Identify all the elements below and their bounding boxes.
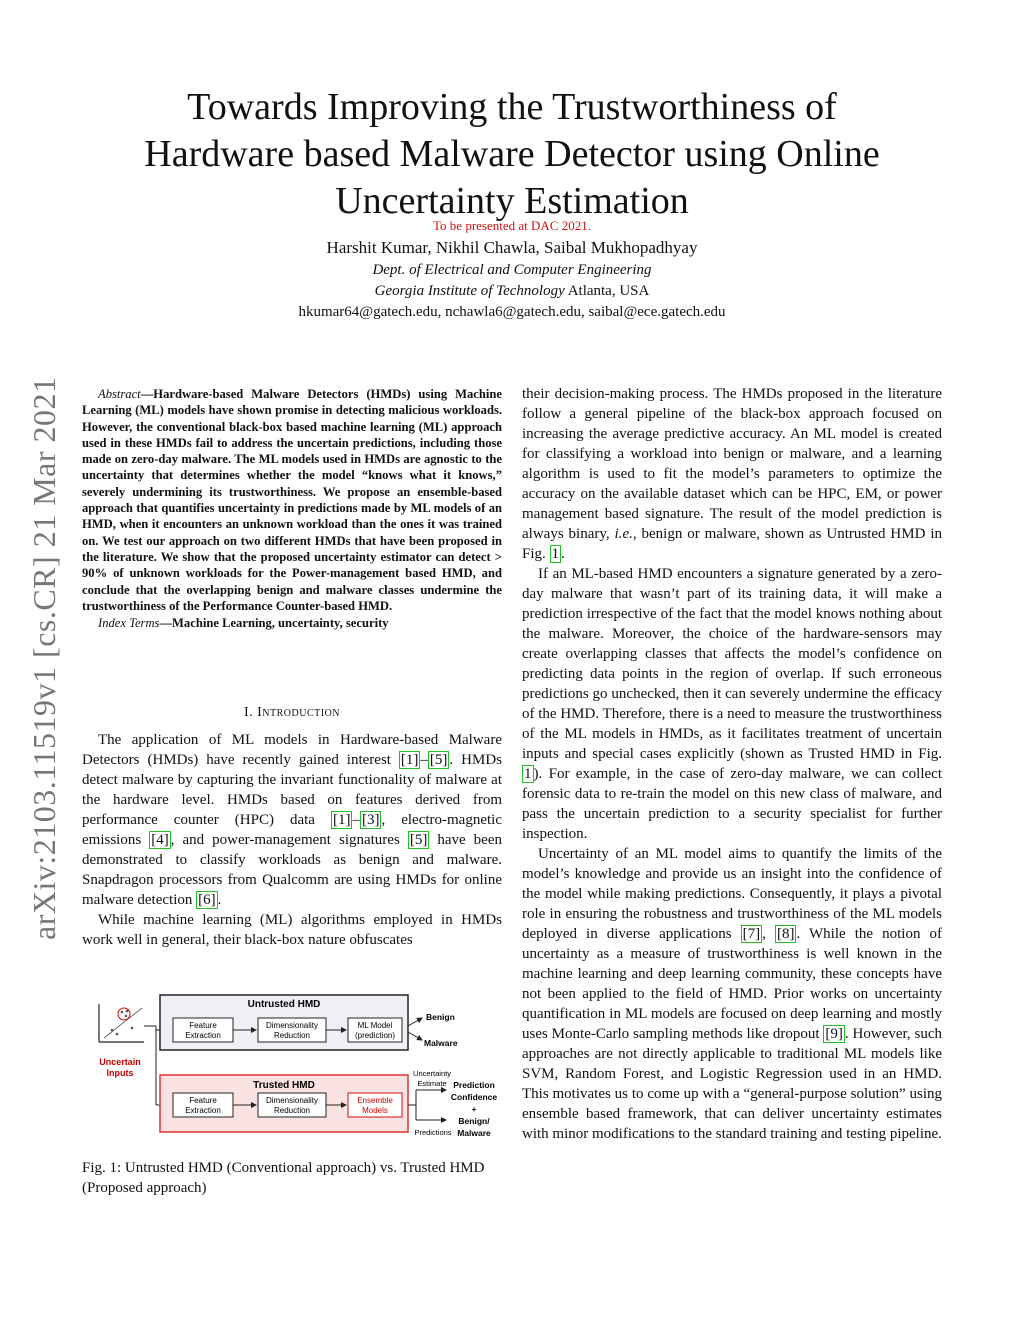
ml-model-label-top: ML Model <box>357 1021 393 1030</box>
abstract-text: —Hardware-based Malware Detectors (HMDs) using Machine Learning (ML) models have shown promise in detecting malicious workloads. However, the conventional black-box based machine learning (ML) approach used in these HMDs fail to address the uncertain predictions, including those made on zero-day malware. The ML models used in HMDs are agnostic to the uncertainty that determines whether the model “knows what it knows,” severely undermining its trustworthiness. We propose an ensemble-based approach that quantifies uncertainty in predictions made by ML models of an HMD, when it encounters an unknown workload than the ones it was trained on. We test our approach on two different HMDs that have been proposed in the literature. We show that the proposed uncertainty estimator can detect > 90% of unknown workloads for the Power-management based HMD, and conclude that the overlapping benign and malware classes undermine the trustworthiness of the Performance Counter-based HMD. <box>82 387 502 613</box>
benign-label: Benign <box>426 1012 455 1022</box>
text-run: – <box>420 752 428 768</box>
section-title: Introduction <box>257 705 341 720</box>
citation-link[interactable]: [5] <box>409 832 428 848</box>
index-terms-label: Index Terms <box>98 616 160 631</box>
text-run: The application of ML models in Hardware-based Malware Detectors (HMDs) have recently gained interest <box>82 732 502 768</box>
feature-extraction-label-bottom: Extraction <box>185 1031 221 1040</box>
abstract <box>82 386 502 631</box>
institution <box>0 283 1024 300</box>
text-run: Uncertainty of an ML model aims to quantify the limits of the model’s knowledge and provide us an insight into the confidence of the model while making predictions. Consequently, it plays a pivotal role in ensuring the robustness and trustworthiness of the ML models deployed in diverse applications <box>522 846 942 942</box>
citation-link[interactable]: [1] <box>400 752 419 768</box>
uncertain-inputs-label-line-2: Inputs <box>106 1068 134 1078</box>
ensemble-label-bottom: Models <box>362 1106 388 1115</box>
untrusted-hmd-title: Untrusted HMD <box>247 999 321 1010</box>
malware-label: Malware <box>424 1038 458 1048</box>
intro-left <box>82 730 502 950</box>
authors: Harshit Kumar, Nikhil Chawla, Saibal Mukhopadhyay <box>326 238 698 257</box>
citation-link[interactable]: [6] <box>198 892 216 908</box>
intro-paragraph-2: While machine learning (ML) algorithms employed in HMDs work well in general, their black-box nature obfuscates <box>82 912 502 948</box>
text-run: i.e. <box>614 526 633 542</box>
dimred-label-top-2: Dimensionality <box>265 1096 319 1105</box>
uncertain-inputs-label: Uncertain Inputs <box>99 1057 141 1078</box>
text-run: , benign or malware, shown as Untrusted HMD in Fig. <box>522 526 942 562</box>
presentation-note: To be presented at DAC 2021. <box>433 218 591 233</box>
intro-right <box>522 384 942 1144</box>
feature-extraction-label-top: Feature <box>189 1021 217 1030</box>
uncertainty-label-top: Uncertainty <box>413 1069 451 1078</box>
text-run: . HMDs detect malware by capturing the invariant functionality of malware at the hardware level. HMDs based on features derived from performance counter (HPC) data <box>82 752 502 828</box>
citation-link[interactable]: [1] <box>332 812 351 828</box>
section-heading <box>82 705 502 721</box>
citation-link[interactable]: [7] <box>742 926 761 942</box>
text-run: . While the notion of uncertainty as a measure of trustworthiness is well known in the machine learning and deep learning community, these concepts have not been applied to the field of HMD. Prior works on uncertainty quantification in ML models are focused on deep learning and mostly uses Monte-Carlo sampling methods like dropout <box>522 926 942 1042</box>
text-run: . <box>561 546 565 562</box>
emails: hkumar64@gatech.edu, nchawla6@gatech.edu, saibal@ece.gatech.edu <box>298 304 726 320</box>
text-run: – <box>352 812 360 828</box>
figure-link[interactable]: 1 <box>551 546 560 562</box>
paper-title <box>60 84 964 225</box>
pred-conf-line-3: + <box>471 1104 477 1114</box>
text-run: ). For example, in the case of zero-day malware, we can collect forensic data to re-train the model on this new class of malware, and pass the uncertain prediction to a security specialist for further inspection. <box>522 766 942 842</box>
intro-paragraph-1 <box>82 730 502 910</box>
title-line-3: Uncertainty Estimation <box>335 180 689 222</box>
right-paragraph-2 <box>522 564 942 844</box>
text-run: . <box>217 892 222 908</box>
abstract-label: Abstract <box>98 387 141 401</box>
feature-extraction-label-top-2: Feature <box>189 1096 217 1105</box>
text-run: , electro-magnetic emissions <box>82 812 502 848</box>
text-run: If an ML-based HMD encounters a signature generated by a zero-day malware that wasn’t part of its training data, it will make a prediction irrespective of the fact that the model knows nothing about the malware. Moreover, the choice of the hardware-sensors may create overlapping classes that affects the model’s confidence on predicting data points in the region of overlap. If such erroneous predictions go unchecked, then it can severely undermine the efficacy of the HMD. Therefore, there is a need to measure the trustworthiness of the ML models in HMDs, as it facilitates treatment of uncertain inputs and special cases explicitly (shown as Trusted HMD in Fig. <box>522 566 943 762</box>
citation-link[interactable]: [8] <box>776 926 795 942</box>
ensemble-label-top: Ensemble <box>357 1096 393 1105</box>
institution-city: Atlanta, USA <box>567 283 650 299</box>
right-paragraph-1 <box>522 384 942 564</box>
text-run: their decision-making process. The HMDs proposed in the literature follow a general pipeline of the black-box approach focused on increasing the average predictive accuracy. An ML model is created for classifying a workload into benign or malware, and a learning algorithm is used to fit the model’s parameters to optimize the accuracy on the available dataset which can be HPC, EM, or power management based signature. The result of the model prediction is always binary, <box>522 386 942 542</box>
pred-conf-line-4: Benign/ <box>458 1116 490 1126</box>
citation-link[interactable]: [5] <box>429 752 448 768</box>
input-scatter-icon <box>99 1004 144 1042</box>
pred-conf-line-1: Prediction <box>453 1080 495 1090</box>
dimred-label-bottom-2: Reduction <box>273 1106 311 1115</box>
figure-caption: Fig. 1: Untrusted HMD (Conventional approach) vs. Trusted HMD (Proposed approach) <box>82 1160 485 1196</box>
text-run: , <box>762 926 775 942</box>
title-line-1: Towards Improving the Trustworthiness of <box>187 86 837 128</box>
title-line-2: Hardware based Malware Detector using Online <box>144 133 880 175</box>
text-run: . However, such approaches are not directly applicable to traditional ML models like SVM, Random Forest, and Logistic Regression used in an HMD. This motivates us to come up with a “general-purpose solution” using ensemble based framework, that can deliver uncertainty estimates with minor modifications to the standard training and testing pipeline. <box>522 1026 942 1142</box>
pred-conf-line-5: Malware <box>457 1128 491 1138</box>
ml-model-label-bottom: (prediction) <box>354 1031 396 1040</box>
predictions-label: Predictions <box>414 1128 452 1137</box>
citation-link[interactable]: [4] <box>151 832 169 848</box>
figure-1-diagram <box>82 990 502 1140</box>
dimred-label-bottom: Reduction <box>273 1031 311 1040</box>
dimred-label-top: Dimensionality <box>265 1021 319 1030</box>
section-number: I. <box>243 705 254 720</box>
text-run: , and power-management signatures <box>170 832 408 848</box>
right-paragraph-3 <box>522 844 942 1144</box>
text-run: have been demonstrated to classify workloads as benign and malware. Snapdragon processors from Qualcomm are using HMDs for online malware detection <box>82 832 502 908</box>
department: Dept. of Electrical and Computer Engineering <box>372 262 652 278</box>
figure-link[interactable]: 1 <box>524 766 532 782</box>
index-terms-text: —Machine Learning, uncertainty, security <box>159 616 389 631</box>
pred-conf-line-2: Confidence <box>450 1092 498 1102</box>
citation-link[interactable]: [3] <box>361 812 380 828</box>
estimate-label: Estimate <box>417 1079 447 1088</box>
institution-name: Georgia Institute of Technology <box>374 283 565 299</box>
trusted-hmd-title: Trusted HMD <box>253 1080 315 1091</box>
citation-link[interactable]: [9] <box>825 1026 843 1042</box>
arxiv-stamp: arXiv:2103.11519v1 [cs.CR] 21 Mar 2021 <box>26 376 62 940</box>
feature-extraction-label-bottom-2: Extraction <box>185 1106 221 1115</box>
